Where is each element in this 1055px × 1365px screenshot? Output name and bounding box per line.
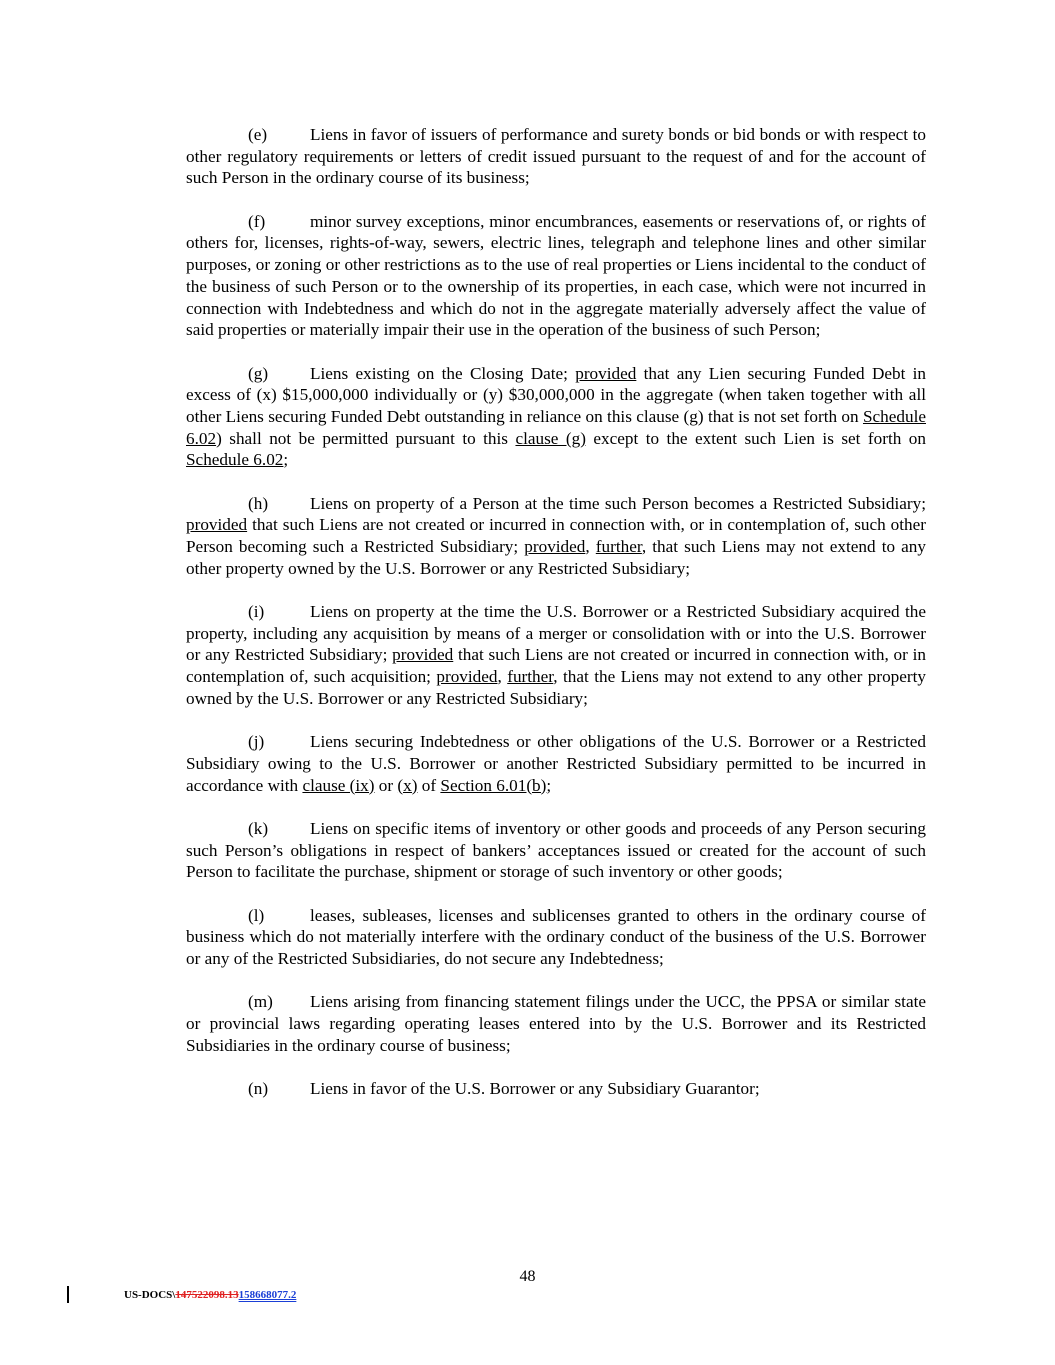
clause-paragraph: [186, 363, 926, 472]
clause-label: (n): [248, 1078, 269, 1098]
clause-text: ,: [497, 667, 508, 687]
cross-reference: provided: [392, 645, 454, 665]
clause-paragraph: [186, 124, 926, 189]
cross-reference: provided: [436, 667, 498, 687]
clause-text: Liens in favor of issuers of performance and surety bonds or bid bonds or with respect to other regulatory requirements or letters of credit issued pursuant to the request of and for the account of such Person in the ordinary course of its business;: [186, 125, 926, 188]
clause-paragraph: [186, 905, 926, 970]
clause-text: Liens securing Indebtedness or other obligations of the U.S. Borrower or a Restricted Subsidiary owing to the U.S. Borrower or another Restricted Subsidiary permitted to be incurred in accordance with: [186, 732, 926, 795]
clause-label: (m): [248, 992, 273, 1012]
clause-text: except to the extent such Lien is set forth on: [585, 428, 926, 448]
clause-text: Liens on property at the time the U.S. Borrower or a Restricted Subsidiary acquired the property, including any acquisition by means of a merger or consolidation with or into the U.S. Borrower or any Restricted Subsidiary;: [186, 602, 926, 665]
clause-text: , that such Liens may not extend to any other property owned by the U.S. Borrower or any Restricted Subsidiary;: [186, 537, 926, 578]
clause-text: ) shall not be permitted pursuant to this: [216, 428, 516, 448]
clause-text: Liens on specific items of inventory or other goods and proceeds of any Person securing such Person’s obligations in respect of bankers’ acceptances issued or created for the account of such Person to facilitate the purchase, shipment or storage of such inventory or other goods;: [186, 818, 926, 882]
clause-text: minor survey exceptions, minor encumbrances, easements or reservations of, or rights of others for, licenses, rights-of-way, sewers, electric lines, telegraph and telephone lines and other similar purposes, or zoning or other restrictions as to the use of real properties or Liens incidental to the conduct of the business of such Person or to the ownership of its properties, in each case, which were not incurred in connection with Indebtedness and which do not in the aggregate materially adversely affect the value of said properties or materially impair their use in the operation of the business of such Person;: [186, 211, 926, 340]
cross-reference: Section 6.01(b): [440, 775, 547, 795]
document-body: [186, 124, 926, 1121]
clause-paragraph: [186, 1078, 926, 1100]
cross-reference: provided: [186, 515, 248, 535]
clause-text: Liens existing on the Closing Date;: [310, 363, 576, 383]
clause-text: that any Lien securing Funded Debt in excess of (x) $15,000,000 individually or (y) $30,000,000 in the aggregate (when taken together with all other Liens securing Funded Debt outstanding in reliance on this clause (g) that is not set forth on: [186, 363, 927, 426]
clause-label: (j): [248, 732, 265, 752]
clause-text: , that the Liens may not extend to any other property owned by the U.S. Borrower or any Restricted Subsidiary;: [186, 667, 926, 708]
clause-paragraph: [186, 731, 926, 796]
cross-reference: clause (g): [515, 428, 586, 448]
clause-text: leases, subleases, licenses and sublicenses granted to others in the ordinary course of business which do not materially interfere with the ordinary conduct of the business of the U.S. Borrower or any of the Restricted Subsidiaries, do not secure any Indebtedness;: [186, 905, 926, 968]
clause-paragraph: [186, 211, 926, 341]
cross-reference: Schedule 6.02: [186, 406, 926, 448]
clause-text: Liens on property of a Person at the time such Person becomes a Restricted Subsidiary;: [310, 493, 926, 513]
clause-paragraph: [186, 818, 926, 883]
cross-reference: (x): [397, 775, 418, 795]
cross-reference: Schedule 6.02: [186, 450, 284, 470]
cross-reference: further: [507, 667, 554, 687]
clause-label: (g): [248, 363, 269, 383]
clause-label: (e): [248, 125, 268, 144]
clause-text: that such Liens are not created or incurred in connection with, or in contemplation of, such other Person becoming such a Restricted Subsidiary;: [186, 515, 926, 557]
clause-paragraph: [186, 493, 926, 580]
clause-text: of: [417, 775, 441, 795]
clause-text: that such Liens are not created or incurred in connection with, or in contemplation of, such acquisition;: [186, 645, 927, 687]
doc-id-deleted: 147522098.13: [175, 1289, 239, 1301]
clause-label: (f): [248, 211, 266, 231]
clause-text: or: [374, 775, 398, 795]
clause-text: ;: [283, 450, 289, 470]
clause-label: (k): [248, 818, 269, 838]
cross-reference: clause (ix): [302, 775, 375, 795]
clause-text: ;: [546, 775, 552, 795]
doc-id-inserted: 158668077.2: [238, 1289, 297, 1301]
clause-text: ,: [585, 537, 596, 557]
cross-reference: provided: [524, 537, 586, 557]
page-number: 48: [519, 1268, 536, 1285]
cross-reference: further: [595, 537, 642, 557]
clause-label: (l): [248, 905, 265, 925]
clause-paragraph: [186, 601, 926, 710]
clause-label: (h): [248, 493, 269, 513]
clause-text: Liens in favor of the U.S. Borrower or any Subsidiary Guarantor;: [310, 1078, 760, 1098]
clause-paragraph: [186, 991, 926, 1056]
clause-text: Liens arising from financing statement filings under the UCC, the PPSA or similar state or provincial laws regarding operating leases entered into by the U.S. Borrower and its Restricted Subsidiaries in the ordinary course of business;: [186, 992, 926, 1055]
cross-reference: provided: [575, 363, 637, 383]
clause-label: (i): [248, 602, 265, 622]
doc-id-prefix: US-DOCS\: [124, 1289, 176, 1301]
change-bar: [67, 1286, 69, 1303]
document-id: [124, 1289, 296, 1301]
